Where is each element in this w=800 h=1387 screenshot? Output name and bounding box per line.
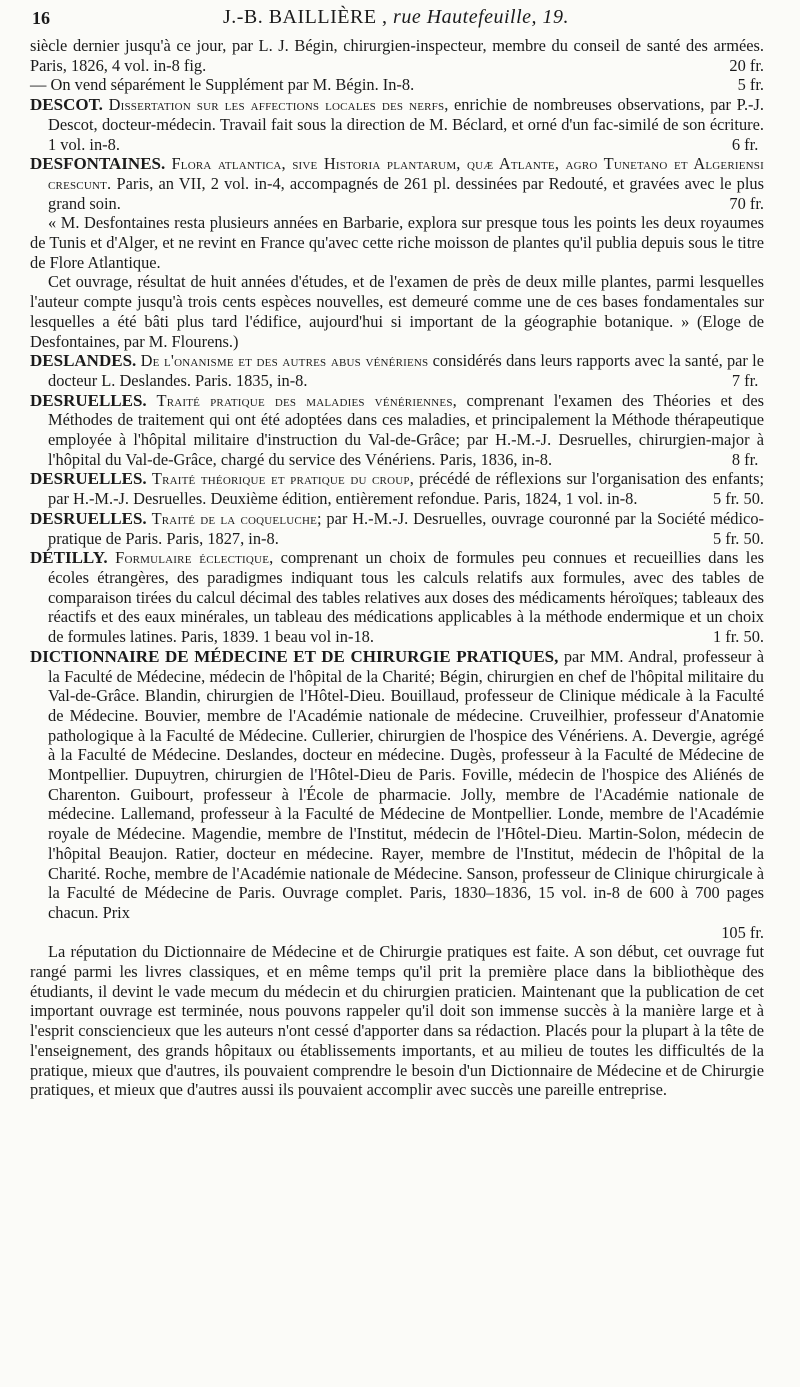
catalog-entry bbox=[30, 391, 764, 470]
entry-price: 5 fr. bbox=[737, 75, 764, 95]
entry-price: 20 fr. bbox=[729, 55, 764, 75]
catalog-entry bbox=[30, 351, 764, 390]
entry-author: DESRUELLES. bbox=[30, 390, 147, 410]
entry-quote: Cet ouvrage, résultat de huit années d'études, et de l'examen de près de deux mille plantes, parmi lesquelles l'auteur compte jusqu'à trois cents espèces nouvelles, est demeuré comme une de ces bases fondamentales sur lesquelles a été bâti plus tard l'édifice, aujourd'hui si important de la géographie botanique. » (Eloge de Desfontaines, par M. Flourens.) bbox=[30, 272, 764, 351]
entry-text: , comprenant un choix de formules peu connues et recueillies dans les écoles étrangères, des paradigmes indiquant tous les calculs relatifs aux formules, avec des tables de comparaison tirées du calcul décimal des tables relatives aux doses des médicaments héroïques; tableaux des réactifs et des eaux minérales, un tableau des médications applicables à la méthode endermique et un choix de formules latines. Paris, 1839. 1 beau vol in-18. bbox=[48, 548, 764, 647]
entry-text: , précédé de réflexions sur l'organisation des enfants; par H.-M.-J. Desruelles. Deuxième édition, entièrement refondue. Paris, 1824, 1 vol. in-8. bbox=[48, 469, 764, 509]
entry-author: DESLANDES. bbox=[30, 351, 137, 371]
catalog-entry bbox=[30, 647, 764, 923]
entry-price: 8 fr. bbox=[731, 449, 759, 469]
entry-text: par MM. Andral, professeur à la Faculté de Médecine, médecin de l'hôpital de la Charité; Bégin, chirurgien en chef de l'hôpital militaire du Val-de-Grâce. Blandin, chirurgien de l'Hôtel-Dieu. Bouillaud, professeur de Clinique médicale à la Faculté de Médecine. Bouvier, membre de l'Académie nationale de médecine. Cruveilhier, professeur d'Anatomie pathologique à la Faculté de Médecine. Cullerier, chirurgien de l'hospice des Vénériens. A. Devergie, agrégé à la Faculté de Médecine. Deslandes, docteur en médecine. Dugès, professeur à la Faculté de Médecine de Montpellier. Dupuytren, chirurgien de l'Hôtel-Dieu de Paris. Foville, médecin de l'hospice des Aliénés de Charenton. Guibourt, professeur à l'École de pharmacie. Jolly, membre de l'Académie nationale de médecine. Lallemand, professeur à la Faculté de Médecine de Montpellier. Londe, membre de l'Académie royale de Médecine. Magendie, membre de l'Institut, médecin de l'Hôtel-Dieu. Martin-Solon, médecin de l'hôpital Beaujon. Ratier, docteur en médecine. Rayer, membre de l'Institut, médecin de l'hôpital de la Charité. Roche, membre de l'Académie nationale de Médecine. Sanson, professeur de Clinique chirurgicale à la Faculté de Médecine de Paris. Ouvrage complet. Paris, 1830–1836, 15 vol. in-8 de 600 à 700 pages chacun. Prix bbox=[48, 646, 764, 922]
entry-quote: « M. Desfontaines resta plusieurs années en Barbarie, explora sur presque tous les points les deux royaumes de Tunis et d'Alger, et ne revint en France qu'avec cette riche moisson de plantes qu'il publia depuis sous le titre de Flore Atlantique. bbox=[30, 213, 764, 272]
catalog-entries bbox=[30, 36, 764, 1100]
entry-continuation: — On vend séparément le Supplément par M. Bégin. In-8. 5 fr. bbox=[30, 75, 764, 95]
entry-price: 5 fr. 50. bbox=[713, 489, 764, 509]
entry-text: Paris, an VII, 2 vol. in-4, accompagnés de 261 pl. dessinées par Redouté, et gravées avec le plus grand soin. bbox=[48, 173, 764, 213]
entry-author: DÉTILLY. bbox=[30, 548, 108, 568]
entry-price: 6 fr. bbox=[731, 134, 759, 154]
entry-text: ; par H.-M.-J. Desruelles, ouvrage couronné par la Société médico-pratique de Paris. Paris, 1827, in-8. bbox=[48, 508, 764, 548]
running-head bbox=[30, 6, 762, 29]
entry-title: Formulaire éclectique bbox=[115, 548, 270, 568]
entry-price: 105 fr. bbox=[721, 922, 764, 942]
entry-price: 7 fr. bbox=[731, 370, 759, 390]
entry-author: DESCOT. bbox=[30, 95, 103, 115]
entry-continuation: siècle dernier jusqu'à ce jour, par L. J. Bégin, chirurgien-inspecteur, membre du conseil de santé des armées. Paris, 1826, 4 vol. in-8 fig. 20 fr. bbox=[30, 36, 764, 75]
entry-price: 70 fr. bbox=[729, 193, 764, 213]
catalog-entry bbox=[30, 154, 764, 213]
entry-title: Flora atlantica, sive Historia plantarum, quæ Atlante, agro Tunetano et Algeriensi crescunt. bbox=[48, 154, 764, 193]
entry-text: , enrichie de nombreuses observations, par P.-J. Descot, docteur-médecin. Travail fait sous la direction de M. Béclard, et orné d'un fac-similé de son écriture. 1 vol. in-8. bbox=[48, 95, 764, 154]
entry-title: Traité pratique des maladies vénériennes bbox=[156, 390, 453, 410]
entry-title: De l'onanisme et des autres abus vénériens bbox=[140, 351, 429, 371]
entry-author: DESFONTAINES. bbox=[30, 154, 166, 174]
entry-price: 5 fr. 50. bbox=[713, 528, 764, 548]
entry-author: DESRUELLES. bbox=[30, 508, 147, 528]
catalog-entry bbox=[30, 95, 764, 154]
page-number: 16 bbox=[32, 8, 50, 28]
entry-title: Traité théorique et pratique du croup bbox=[151, 469, 410, 489]
publisher-address: rue Hautefeuille, 19. bbox=[393, 6, 570, 28]
entry-text: considérés dans leurs rapports avec la santé, par le docteur L. Deslandes. Paris. 1835, in-8. bbox=[48, 351, 764, 390]
entry-title: Dissertation sur les affections locales des nerfs bbox=[108, 95, 445, 115]
entry-text: , comprenant l'examen des Théories et des Méthodes de traitement qui ont été adoptées dans ces maladies, et principalement la Méthode thérapeutique employée à l'hôpital militaire d'instruction du Val-de-Grâce; par H.-M.-J. Desruelles, chirurgien-major à l'hôpital du Val-de-Grâce, chargé du service des Vénériens. Paris, 1836, in-8. bbox=[48, 390, 764, 469]
closing-paragraph: La réputation du Dictionnaire de Médecine et de Chirurgie pratiques est faite. A son début, cet ouvrage fut rangé parmi les livres classiques, et en même temps qu'il prit la première place dans la bibliothèque des étudiants, il devint le vade mecum du médecin et du chirurgien praticien. Maintenant que la publication de cet important ouvrage est terminée, nous pouvons rappeler qu'il doit son immense succès à la manière large et à l'esprit consciencieux que les auteurs n'ont cessé d'apporter dans sa rédaction. Placés pour la plupart à la tête de l'enseignement, des grands hôpitaux ou établissements importants, et au milieu de toutes les difficultés de la pratique, mieux que d'autres, ils pouvaient comprendre le besoin d'un Dictionnaire de Médecine et de Chirurgie pratiques, et mieux que d'autres aussi ils pouvaient accomplir avec succès une pareille entreprise. bbox=[30, 942, 764, 1100]
catalog-entry bbox=[30, 548, 764, 647]
entry-price: 1 fr. 50. bbox=[713, 627, 764, 647]
entry-title: Traité de la coqueluche bbox=[151, 508, 318, 528]
catalog-entry bbox=[30, 469, 764, 508]
catalog-entry bbox=[30, 509, 764, 548]
entry-author: DESRUELLES. bbox=[30, 469, 147, 489]
publisher-name: J.-B. BAILLIÈRE , bbox=[222, 6, 388, 28]
entry-author: DICTIONNAIRE DE MÉDECINE ET DE CHIRURGIE PRATIQUES, bbox=[30, 646, 559, 666]
page-header bbox=[30, 4, 762, 28]
